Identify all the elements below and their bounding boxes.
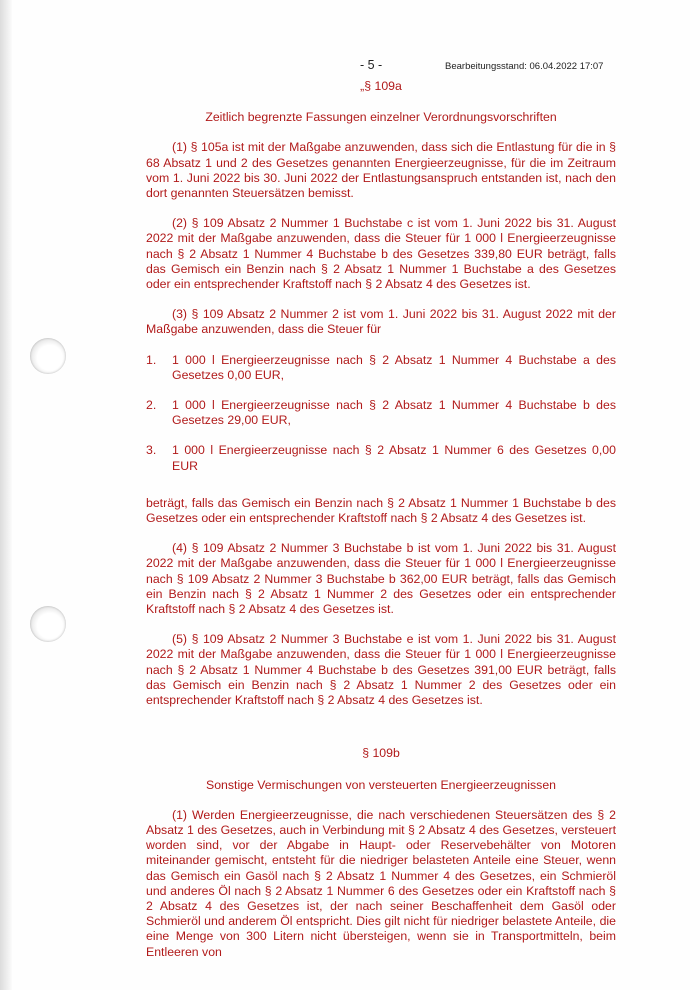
list-item — [146, 398, 616, 428]
list-item-number: 1. — [146, 352, 157, 367]
page-number: - 5 - — [360, 58, 383, 72]
section-109b-number: § 109b — [362, 746, 400, 761]
punch-hole-top — [30, 338, 66, 374]
edit-status: Bearbeitungsstand: 06.04.2022 17:07 — [445, 61, 604, 72]
document-body — [146, 75, 616, 960]
paragraph-109a-5: (5) § 109 Absatz 2 Nummer 3 Buchstabe e ist vom 1. Juni 2022 bis 31. August 2022 mit der Maßgabe anzuwenden, dass die Steuer für 1 000 l Energieerzeugnisse nach § 2 Absatz 1 Nummer 4 Buchstabe b des Gesetzes 391,00 EUR beträgt, falls das Gemisch ein Benzin nach § 2 Absatz 1 Nummer 2 des Gesetzes oder ein entsprechender Kraftstoff nach § 2 Absatz 4 des Gesetzes ist. — [146, 632, 616, 708]
paragraph-109a-3-tail: beträgt, falls das Gemisch ein Benzin nach § 2 Absatz 1 Nummer 1 Buchstabe b des Gesetzes oder ein entsprechender Kraftstoff nach § 2 Absatz 4 des Gesetzes ist. — [146, 495, 616, 526]
paragraph-109a-3: (3) § 109 Absatz 2 Nummer 2 ist vom 1. Juni 2022 bis 31. August 2022 mit der Maßgabe anzuwenden, dass die Steuer für — [146, 307, 616, 337]
section-109a-number: „§ 109a — [360, 79, 402, 93]
list-item — [146, 353, 616, 383]
paragraph-109a-2: (2) § 109 Absatz 2 Nummer 1 Buchstabe c ist vom 1. Juni 2022 bis 31. August 2022 mit der Maßgabe anzuwenden, dass die Steuer für 1 000 l Energieerzeugnisse nach § 2 Absatz 1 Nummer 4 Buchstabe b des Gesetzes 339,80 EUR beträgt, falls das Gemisch ein Benzin nach § 2 Absatz 1 Nummer 1 Buchstabe a des Gesetzes oder ein entsprechender Kraftstoff nach § 2 Absatz 4 des Gesetzes ist. — [146, 216, 616, 292]
paragraph-109a-4: (4) § 109 Absatz 2 Nummer 3 Buchstabe b ist vom 1. Juni 2022 bis 31. August 2022 mit der Maßgabe anzuwenden, dass die Steuer für 1 000 l Energieerzeugnisse nach § 109 Absatz 2 Nummer 3 Buchstabe b 362,00 EUR beträgt, falls das Gemisch ein Benzin nach § 2 Absatz 1 Nummer 2 des Gesetzes oder ein entsprechender Kraftstoff nach § 2 Absatz 4 des Gesetzes ist. — [146, 541, 616, 617]
list-item — [146, 443, 616, 473]
paragraph-109b-1: (1) Werden Energieerzeugnisse, die nach verschiedenen Steuersätzen des § 2 Absatz 1 des Gesetzes, auch in Verbindung mit § 2 Absatz 4 des Gesetzes, versteuert worden sind, vor der Abgabe in Haupt- oder Reservebehälter von Motoren miteinander gemischt, entsteht für die niedriger belasteten Anteile eine Steuer, wenn das Gemisch ein Gasöl nach § 2 Absatz 1 Nummer 4 des Gesetzes, ein Schmieröl und anderes Öl nach § 2 Absatz 1 Nummer 6 des Gesetzes oder ein Kraftstoff nach § 2 Absatz 4 des Gesetzes ist, der nach seiner Beschaffenheit dem Gasöl oder Schmieröl und anderem Öl entspricht. Dies gilt nicht für niedriger belastete Anteile, die eine Menge von 300 Litern nicht übersteigen, wenn sie in Transportmitteln, beim Entleeren von — [146, 807, 616, 959]
punch-hole-bottom — [30, 606, 66, 642]
section-109a-title: Zeitlich begrenzte Fassungen einzelner Verordnungsvorschriften — [205, 110, 557, 125]
list-item-number: 2. — [146, 398, 157, 413]
list-item-text: 1 000 l Energieerzeugnisse nach § 2 Absatz 1 Nummer 6 des Gesetzes 0,00 EUR — [172, 443, 616, 473]
list-item-text: 1 000 l Energieerzeugnisse nach § 2 Absatz 1 Nummer 4 Buchstabe a des Gesetzes 0,00 EUR, — [172, 352, 616, 382]
list-item-text: 1 000 l Energieerzeugnisse nach § 2 Absatz 1 Nummer 4 Buchstabe b des Gesetzes 29,00 EUR, — [172, 398, 616, 428]
list-item-number: 3. — [146, 443, 157, 458]
paragraph-109a-1: (1) § 105a ist mit der Maßgabe anzuwenden, dass sich die Entlastung für die in § 68 Absatz 1 und 2 des Gesetzes genannten Energieerzeugnisse, für die im Zeitraum vom 1. Juni 2022 bis 30. Juni 2022 der Entlastungsanspruch entstanden ist, nach den dort genannten Steuersätzen bemisst. — [146, 140, 616, 201]
page-edge-shadow — [0, 0, 12, 990]
section-109b-title: Sonstige Vermischungen von versteuerten Energieerzeugnissen — [206, 777, 556, 792]
